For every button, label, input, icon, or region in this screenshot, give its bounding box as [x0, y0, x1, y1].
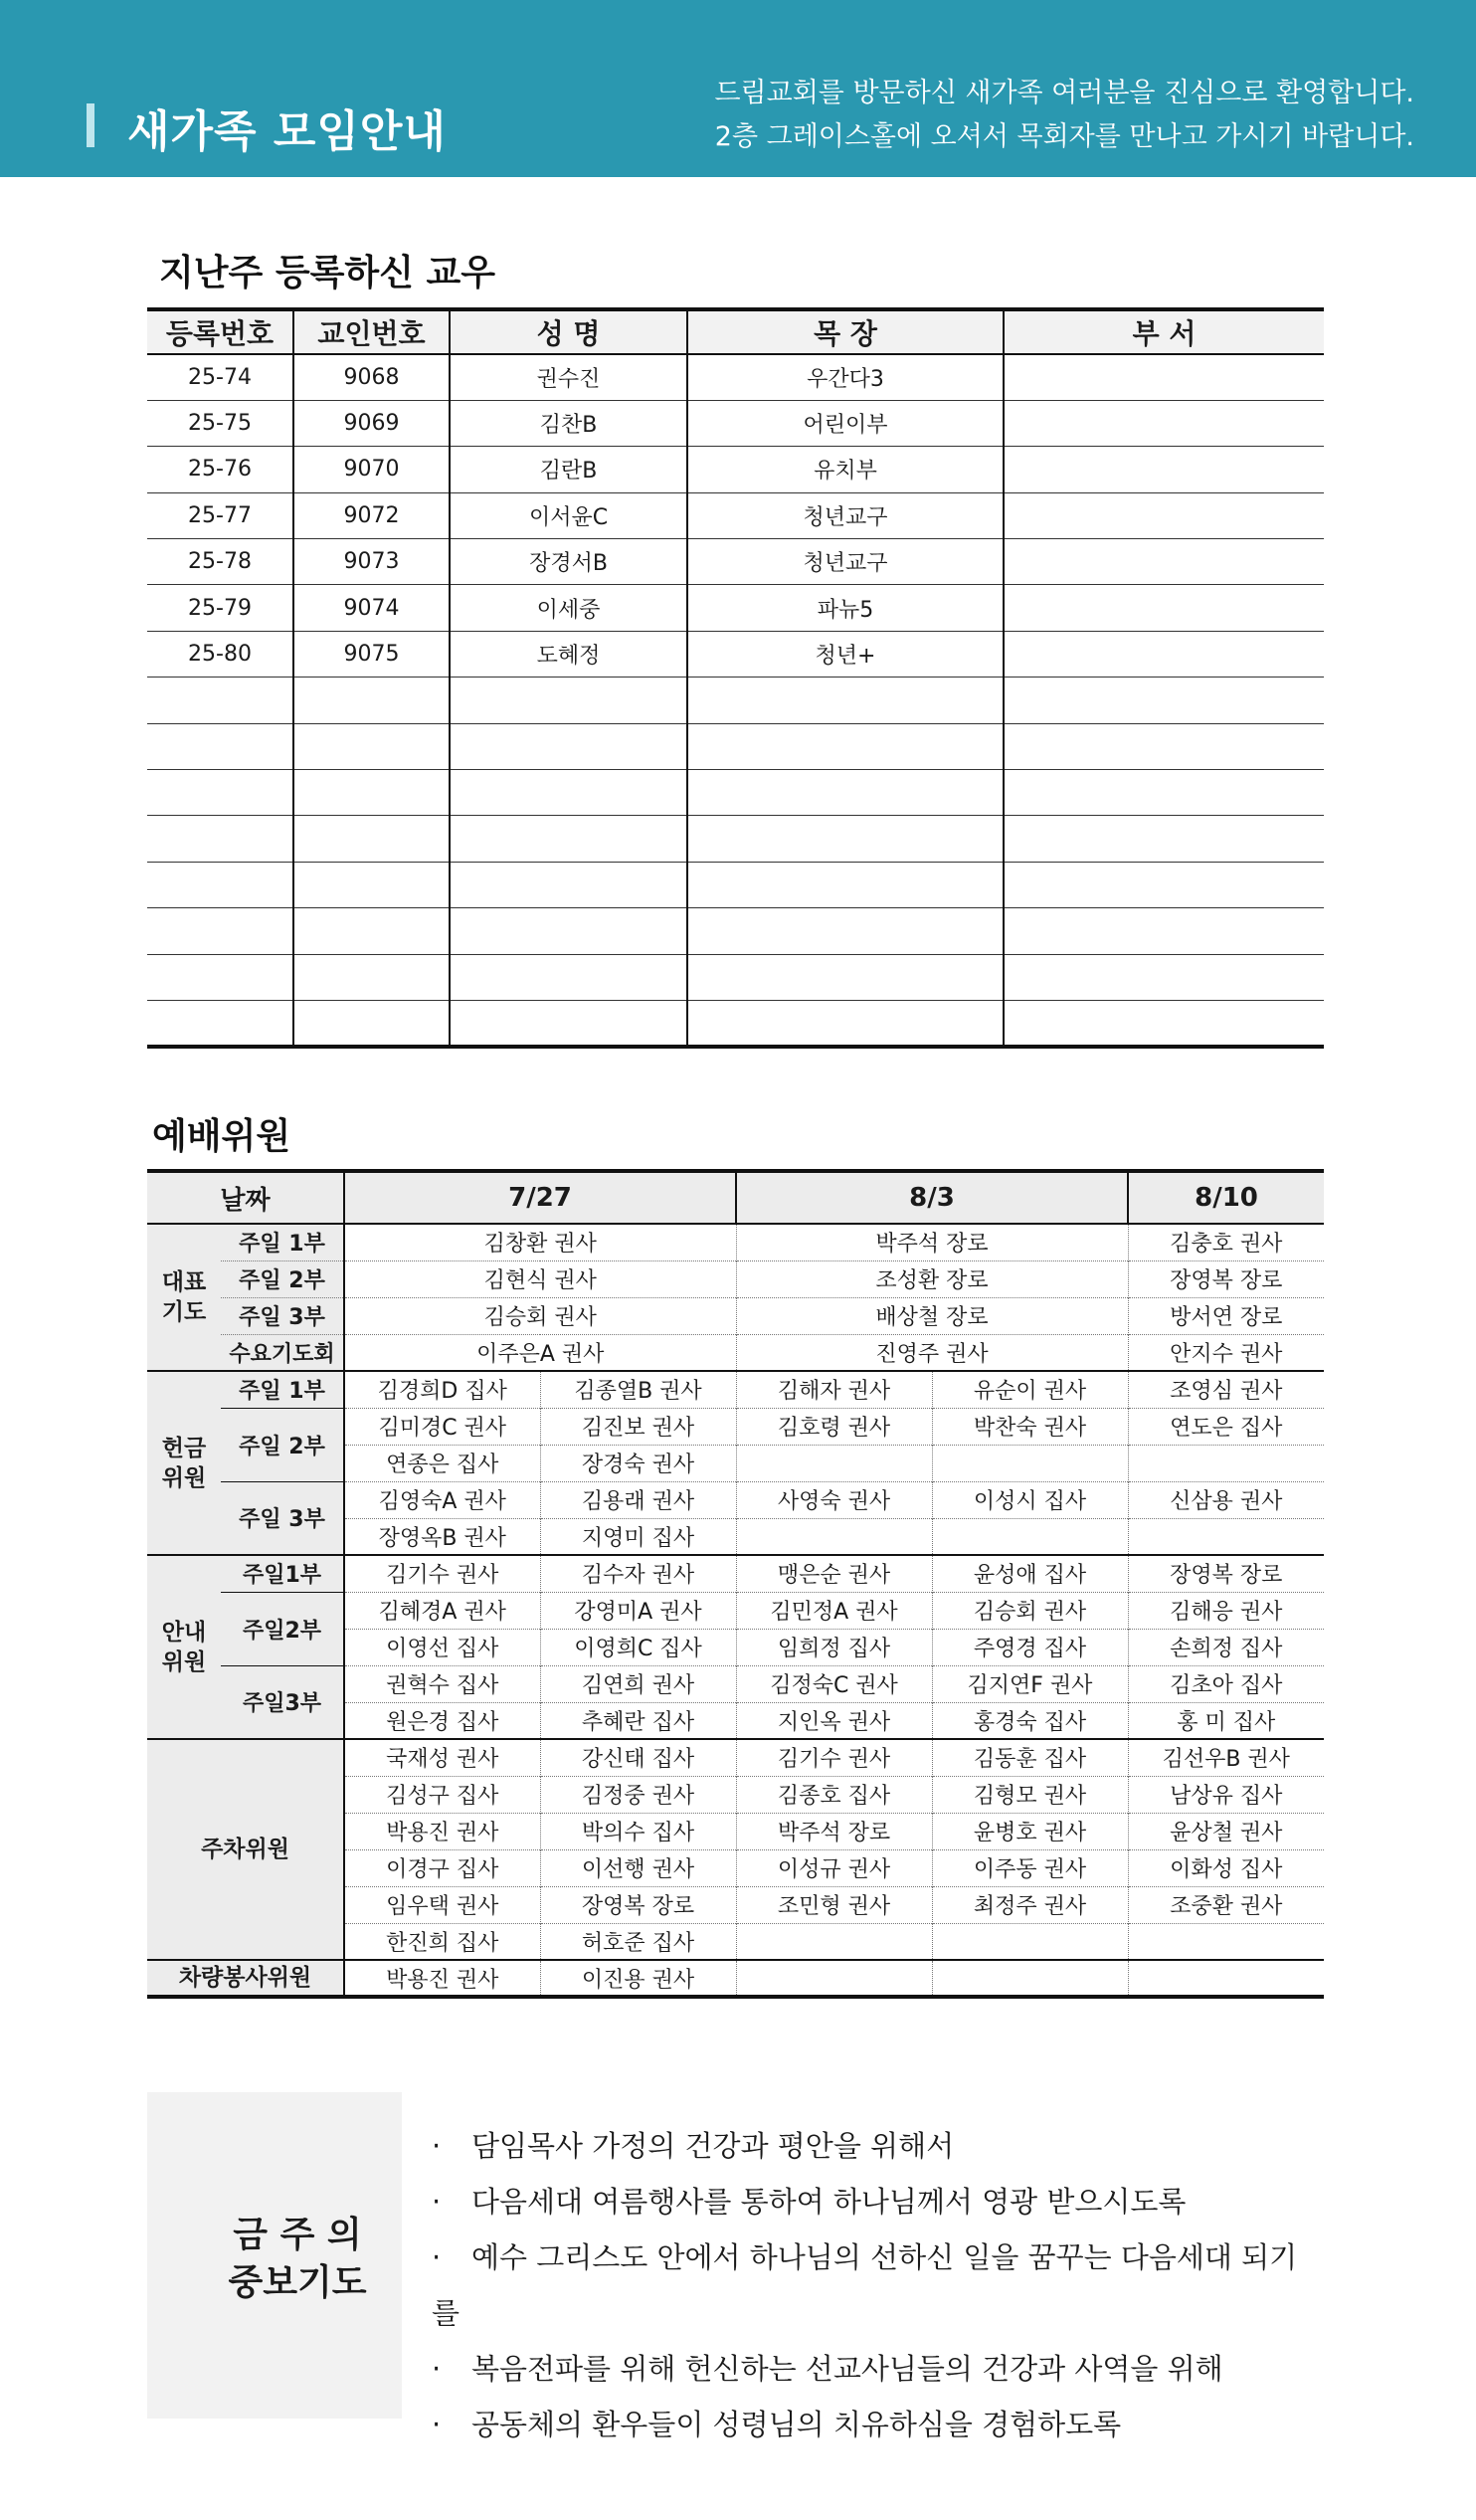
- column-header: 부 서: [1004, 309, 1324, 354]
- member-cell: 최정주 권사: [932, 1886, 1128, 1923]
- registration-cell: [1004, 492, 1324, 538]
- bullet-icon: ·: [432, 2240, 442, 2274]
- usher-row: [147, 1555, 1324, 1592]
- registration-cell: 9070: [293, 447, 450, 492]
- member-cell: 사영숙 권사: [736, 1481, 932, 1518]
- member-cell: 김현식 권사: [344, 1260, 736, 1297]
- member-cell: 김충호 권사: [1128, 1224, 1324, 1260]
- member-cell: 김정중 권사: [540, 1776, 736, 1813]
- member-cell: 김혜경A 권사: [344, 1592, 540, 1629]
- registration-cell: 9075: [293, 631, 450, 677]
- member-cell: 국재성 권사: [344, 1739, 540, 1776]
- member-cell: 김성구 집사: [344, 1776, 540, 1813]
- member-cell: 이경구 집사: [344, 1849, 540, 1886]
- group-label-part: 위원: [161, 1464, 207, 1491]
- member-cell: 안지수 권사: [1128, 1334, 1324, 1371]
- member-cell: 김선우B 권사: [1128, 1739, 1324, 1776]
- member-cell: [1128, 1518, 1324, 1555]
- member-cell: 윤성애 집사: [932, 1555, 1128, 1592]
- member-cell: 방서연 장로: [1128, 1297, 1324, 1334]
- registration-cell: [450, 770, 687, 816]
- bullet-icon: ·: [432, 2352, 442, 2386]
- registration-cell: [450, 908, 687, 954]
- bullet-icon: ·: [432, 2408, 442, 2441]
- registration-row: [147, 908, 1324, 954]
- prayer-row: [147, 1297, 1324, 1334]
- member-cell: 손희정 집사: [1128, 1629, 1324, 1665]
- offering-row: [147, 1481, 1324, 1518]
- prayer-title-line-2: 중보기도: [228, 2262, 367, 2303]
- registration-cell: 25-76: [147, 447, 293, 492]
- service-label: 주일1부: [221, 1555, 344, 1592]
- member-cell: 이영희C 집사: [540, 1629, 736, 1665]
- registration-cell: 25-78: [147, 539, 293, 585]
- member-cell: 한진희 집사: [344, 1923, 540, 1960]
- registration-cell: 25-80: [147, 631, 293, 677]
- registration-row: [147, 631, 1324, 677]
- service-label: 수요기도회: [221, 1334, 344, 1371]
- registration-cell: [1004, 816, 1324, 862]
- member-cell: [1128, 1960, 1324, 1997]
- registration-cell: [1004, 954, 1324, 1000]
- member-cell: 홍경숙 집사: [932, 1702, 1128, 1739]
- member-cell: 진영주 권사: [736, 1334, 1128, 1371]
- registration-cell: [687, 1000, 1004, 1046]
- member-cell: 신삼용 권사: [1128, 1481, 1324, 1518]
- registration-cell: [147, 723, 293, 769]
- registration-cell: [1004, 354, 1324, 400]
- registration-table: [147, 307, 1324, 1049]
- registration-cell: [450, 816, 687, 862]
- member-cell: 임희정 집사: [736, 1629, 932, 1665]
- registration-cell: 김란B: [450, 447, 687, 492]
- registration-cell: 25-77: [147, 492, 293, 538]
- registration-cell: [147, 908, 293, 954]
- registration-title: 지난주 등록하신 교우: [159, 253, 496, 293]
- registration-cell: [147, 678, 293, 723]
- registration-cell: 청년+: [687, 631, 1004, 677]
- registration-row: [147, 585, 1324, 631]
- registration-cell: 청년교구: [687, 492, 1004, 538]
- member-cell: 김연희 권사: [540, 1665, 736, 1702]
- member-cell: 박찬숙 권사: [932, 1408, 1128, 1445]
- prayer-item: [432, 2229, 1309, 2341]
- member-cell: [736, 1445, 932, 1481]
- registration-row: [147, 492, 1324, 538]
- prayer-item-text: 담임목사 가정의 건강과 평안을 위해서: [471, 2129, 955, 2163]
- member-cell: 윤상철 권사: [1128, 1813, 1324, 1849]
- registration-cell: [147, 816, 293, 862]
- member-cell: 장경숙 권사: [540, 1445, 736, 1481]
- member-cell: 김경희D 집사: [344, 1371, 540, 1408]
- registration-cell: [293, 862, 450, 907]
- welcome-line-1: 드림교회를 방문하신 새가족 여러분을 진심으로 환영합니다.: [714, 78, 1414, 108]
- service-label: 주일 3부: [221, 1481, 344, 1555]
- service-label: 주일2부: [221, 1592, 344, 1665]
- member-cell: 지인옥 권사: [736, 1702, 932, 1739]
- parking-group-label: 주차위원: [147, 1739, 344, 1960]
- prayer-item-text: 예수 그리스도 안에서 하나님의 선하신 일을 꿈꾸는 다음세대 되기를: [432, 2240, 1298, 2330]
- service-label: 주일 2부: [221, 1260, 344, 1297]
- member-cell: 임우택 권사: [344, 1886, 540, 1923]
- member-cell: 박의수 집사: [540, 1813, 736, 1849]
- registration-cell: [1004, 770, 1324, 816]
- member-cell: 강신태 집사: [540, 1739, 736, 1776]
- parking-row: [147, 1739, 1324, 1776]
- member-cell: 김승회 권사: [344, 1297, 736, 1334]
- registration-cell: 25-74: [147, 354, 293, 400]
- registration-cell: 9074: [293, 585, 450, 631]
- registration-cell: [687, 908, 1004, 954]
- member-cell: 박용진 권사: [344, 1960, 540, 1997]
- registration-cell: [1004, 1000, 1324, 1046]
- usher-row: [147, 1665, 1324, 1702]
- member-cell: 장영복 장로: [540, 1886, 736, 1923]
- group-label-part: 안내: [161, 1619, 207, 1646]
- member-cell: 김형모 권사: [932, 1776, 1128, 1813]
- member-cell: 박용진 권사: [344, 1813, 540, 1849]
- member-cell: 지영미 집사: [540, 1518, 736, 1555]
- member-cell: 김기수 권사: [736, 1739, 932, 1776]
- group-label-part: 위원: [161, 1648, 207, 1675]
- offering-group-label: [147, 1371, 221, 1555]
- prayer-title-line-1: 금 주 의: [233, 2215, 362, 2255]
- registration-cell: [1004, 723, 1324, 769]
- header-banner: [0, 0, 1476, 177]
- prayer-row: [147, 1224, 1324, 1260]
- registration-cell: [687, 723, 1004, 769]
- member-cell: 김종호 집사: [736, 1776, 932, 1813]
- bullet-icon: ·: [432, 2185, 442, 2219]
- registration-row: [147, 954, 1324, 1000]
- member-cell: 김정숙C 권사: [736, 1665, 932, 1702]
- member-cell: 김승회 권사: [932, 1592, 1128, 1629]
- member-cell: 김영숙A 권사: [344, 1481, 540, 1518]
- service-label: 주일 1부: [221, 1371, 344, 1408]
- service-label: 주일 3부: [221, 1297, 344, 1334]
- registration-cell: 도혜정: [450, 631, 687, 677]
- registration-cell: [293, 1000, 450, 1046]
- usher-row: [147, 1592, 1324, 1629]
- prayer-item: [432, 2341, 1309, 2397]
- registration-row: [147, 816, 1324, 862]
- registration-cell: [687, 816, 1004, 862]
- column-header: 등록번호: [147, 309, 293, 354]
- member-cell: 남상유 집사: [1128, 1776, 1324, 1813]
- registration-row: [147, 678, 1324, 723]
- service-label: 주일 1부: [221, 1224, 344, 1260]
- registration-row: [147, 354, 1324, 400]
- member-cell: 김해자 권사: [736, 1371, 932, 1408]
- member-cell: 이진용 권사: [540, 1960, 736, 1997]
- registration-cell: [293, 723, 450, 769]
- member-cell: 이주은A 권사: [344, 1334, 736, 1371]
- prayer-item-text: 공동체의 환우들이 성령님의 치유하심을 경험하도록: [471, 2408, 1122, 2441]
- registration-cell: [147, 862, 293, 907]
- registration-cell: 이세중: [450, 585, 687, 631]
- registration-cell: [293, 816, 450, 862]
- registration-cell: 우간다3: [687, 354, 1004, 400]
- welcome-message: [714, 72, 1414, 159]
- worship-committee-table: [147, 1169, 1324, 1999]
- worship-header-row: [147, 1171, 1324, 1224]
- member-cell: [1128, 1923, 1324, 1960]
- registration-row: [147, 1000, 1324, 1046]
- date-header: 날짜: [147, 1171, 344, 1224]
- date-column: 8/10: [1128, 1171, 1324, 1224]
- member-cell: [932, 1445, 1128, 1481]
- member-cell: [1128, 1445, 1324, 1481]
- registration-cell: [450, 678, 687, 723]
- registration-cell: [1004, 447, 1324, 492]
- registration-cell: [147, 770, 293, 816]
- prayer-item-text: 복음전파를 위해 헌신하는 선교사님들의 건강과 사역을 위해: [471, 2352, 1223, 2386]
- member-cell: 이영선 집사: [344, 1629, 540, 1665]
- member-cell: 연종은 집사: [344, 1445, 540, 1481]
- registration-cell: [1004, 678, 1324, 723]
- registration-cell: [1004, 862, 1324, 907]
- registration-cell: [450, 954, 687, 1000]
- member-cell: 연도은 집사: [1128, 1408, 1324, 1445]
- page-title: 새가족 모임안내: [127, 106, 447, 157]
- member-cell: 박주석 장로: [736, 1224, 1128, 1260]
- member-cell: 박주석 장로: [736, 1813, 932, 1849]
- prayer-item: [432, 2397, 1309, 2452]
- registration-cell: 9073: [293, 539, 450, 585]
- registration-cell: [450, 1000, 687, 1046]
- member-cell: 김진보 권사: [540, 1408, 736, 1445]
- registration-cell: [687, 954, 1004, 1000]
- member-cell: 김해응 권사: [1128, 1592, 1324, 1629]
- prayer-item: [432, 2174, 1309, 2229]
- column-header: 목 장: [687, 309, 1004, 354]
- registration-row: [147, 400, 1324, 446]
- registration-cell: [293, 908, 450, 954]
- registration-cell: [687, 862, 1004, 907]
- usher-group-label: [147, 1555, 221, 1739]
- prayer-item: [432, 2118, 1309, 2174]
- registration-cell: 유치부: [687, 447, 1004, 492]
- registration-row: [147, 723, 1324, 769]
- registration-cell: [293, 770, 450, 816]
- member-cell: 이선행 권사: [540, 1849, 736, 1886]
- member-cell: 조중환 권사: [1128, 1886, 1324, 1923]
- member-cell: 장영복 장로: [1128, 1555, 1324, 1592]
- member-cell: 김지연F 권사: [932, 1665, 1128, 1702]
- member-cell: 장영복 장로: [1128, 1260, 1324, 1297]
- registration-cell: 25-75: [147, 400, 293, 446]
- registration-cell: [450, 862, 687, 907]
- member-cell: 이화성 집사: [1128, 1849, 1324, 1886]
- registration-cell: [293, 954, 450, 1000]
- member-cell: [736, 1518, 932, 1555]
- registration-cell: 권수진: [450, 354, 687, 400]
- registration-cell: [450, 723, 687, 769]
- member-cell: 김민정A 권사: [736, 1592, 932, 1629]
- group-label-part: 대표: [161, 1269, 207, 1295]
- member-cell: [932, 1923, 1128, 1960]
- member-cell: 원은경 집사: [344, 1702, 540, 1739]
- member-cell: 허호준 집사: [540, 1923, 736, 1960]
- prayer-title: [203, 2212, 392, 2307]
- registration-cell: 파뉴5: [687, 585, 1004, 631]
- member-cell: 강영미A 권사: [540, 1592, 736, 1629]
- registration-cell: [1004, 539, 1324, 585]
- registration-header-row: [147, 309, 1324, 354]
- registration-cell: 9072: [293, 492, 450, 538]
- member-cell: 이성시 집사: [932, 1481, 1128, 1518]
- registration-row: [147, 770, 1324, 816]
- registration-row: [147, 447, 1324, 492]
- member-cell: [736, 1923, 932, 1960]
- member-cell: 김미경C 권사: [344, 1408, 540, 1445]
- member-cell: 김호령 권사: [736, 1408, 932, 1445]
- registration-cell: 25-79: [147, 585, 293, 631]
- member-cell: 주영경 집사: [932, 1629, 1128, 1665]
- registration-cell: [1004, 585, 1324, 631]
- registration-cell: 9068: [293, 354, 450, 400]
- registration-cell: [1004, 400, 1324, 446]
- registration-cell: 김찬B: [450, 400, 687, 446]
- column-header: 교인번호: [293, 309, 450, 354]
- member-cell: 김창환 권사: [344, 1224, 736, 1260]
- registration-cell: 청년교구: [687, 539, 1004, 585]
- member-cell: 김용래 권사: [540, 1481, 736, 1518]
- registration-cell: 9069: [293, 400, 450, 446]
- registration-cell: [1004, 631, 1324, 677]
- member-cell: 김종열B 권사: [540, 1371, 736, 1408]
- date-column: 7/27: [344, 1171, 736, 1224]
- registration-cell: 장경서B: [450, 539, 687, 585]
- member-cell: [932, 1518, 1128, 1555]
- member-cell: 추혜란 집사: [540, 1702, 736, 1739]
- member-cell: 이성규 권사: [736, 1849, 932, 1886]
- registration-cell: [1004, 908, 1324, 954]
- prayer-list: [402, 2092, 1309, 2441]
- column-header: 성 명: [450, 309, 687, 354]
- member-cell: 김기수 권사: [344, 1555, 540, 1592]
- prayer-item-text: 다음세대 여름행사를 통하여 하나님께서 영광 받으시도록: [471, 2185, 1187, 2219]
- member-cell: 배상철 장로: [736, 1297, 1128, 1334]
- prayer-row: [147, 1334, 1324, 1371]
- member-cell: [932, 1960, 1128, 1997]
- registration-row: [147, 539, 1324, 585]
- member-cell: 조성환 장로: [736, 1260, 1128, 1297]
- welcome-line-2: 2층 그레이스홀에 오셔서 목회자를 만나고 가시기 바랍니다.: [714, 121, 1414, 152]
- member-cell: 김초아 집사: [1128, 1665, 1324, 1702]
- group-label-part: 기도: [161, 1299, 207, 1325]
- service-label: 주일 2부: [221, 1408, 344, 1481]
- member-cell: 김동훈 집사: [932, 1739, 1128, 1776]
- member-cell: 이주동 권사: [932, 1849, 1128, 1886]
- member-cell: 김수자 권사: [540, 1555, 736, 1592]
- member-cell: 조영심 권사: [1128, 1371, 1324, 1408]
- registration-cell: [687, 678, 1004, 723]
- member-cell: 유순이 권사: [932, 1371, 1128, 1408]
- offering-row: [147, 1408, 1324, 1445]
- service-label: 주일3부: [221, 1665, 344, 1739]
- registration-row: [147, 862, 1324, 907]
- offering-row: [147, 1371, 1324, 1408]
- date-column: 8/3: [736, 1171, 1128, 1224]
- member-cell: [736, 1960, 932, 1997]
- registration-cell: 어린이부: [687, 400, 1004, 446]
- registration-cell: [147, 954, 293, 1000]
- bullet-icon: ·: [432, 2129, 442, 2163]
- title-accent-bar: [87, 103, 94, 147]
- registration-cell: [687, 770, 1004, 816]
- member-cell: 윤병호 권사: [932, 1813, 1128, 1849]
- vehicle-row: [147, 1960, 1324, 1997]
- vehicle-group-label: 차량봉사위원: [147, 1960, 344, 1997]
- member-cell: 권혁수 집사: [344, 1665, 540, 1702]
- member-cell: 조민형 권사: [736, 1886, 932, 1923]
- registration-cell: 이서윤C: [450, 492, 687, 538]
- worship-title: 예배위원: [152, 1116, 291, 1157]
- registration-cell: [293, 678, 450, 723]
- group-label-part: 헌금: [161, 1435, 207, 1461]
- member-cell: 맹은순 권사: [736, 1555, 932, 1592]
- registration-cell: [147, 1000, 293, 1046]
- member-cell: 장영옥B 권사: [344, 1518, 540, 1555]
- member-cell: 홍 미 집사: [1128, 1702, 1324, 1739]
- prayer-group-label: [147, 1224, 221, 1371]
- prayer-row: [147, 1260, 1324, 1297]
- intercessory-prayer-box: [147, 2092, 1309, 2441]
